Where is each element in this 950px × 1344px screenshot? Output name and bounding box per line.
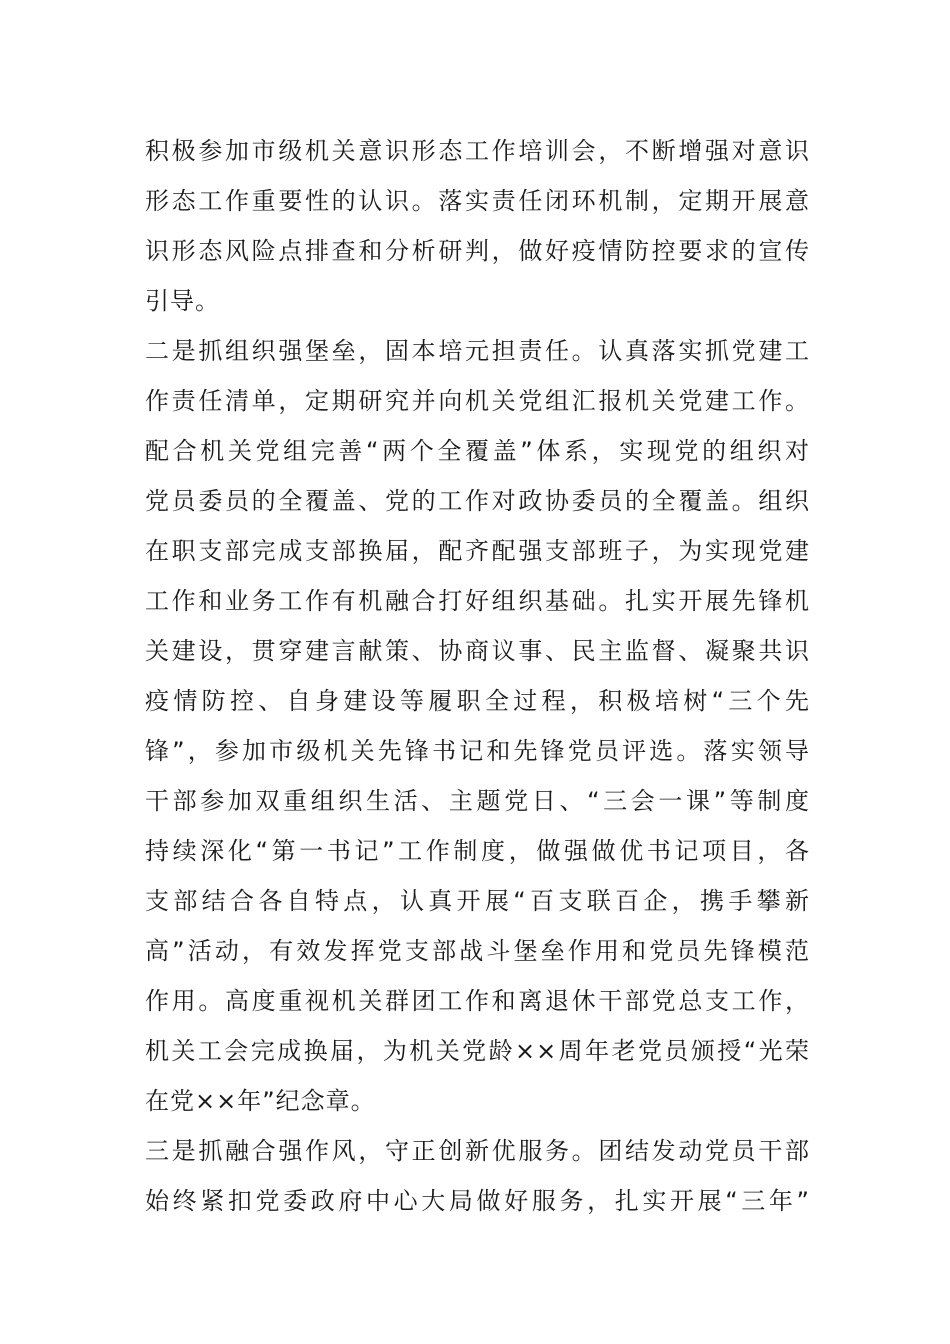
text-line: 作用。高度重视机关群团工作和离退休干部党总支工作，	[145, 987, 810, 1015]
text-line: 疫情防控、自身建设等履职全过程，积极培树“三个先	[145, 687, 810, 715]
text-line: 高”活动，有效发挥党支部战斗堡垒作用和党员先锋模范	[145, 937, 810, 965]
text-line: 党员委员的全覆盖、党的工作对政协委员的全覆盖。组织	[145, 487, 810, 515]
text-line: 关建设，贯穿建言献策、协商议事、民主监督、凝聚共识	[145, 637, 810, 665]
text-line: 识形态风险点排查和分析研判，做好疫情防控要求的宣传	[145, 237, 810, 265]
text-line: 引导。	[145, 287, 220, 315]
text-line: 工作和业务工作有机融合打好组织基础。扎实开展先锋机	[145, 587, 810, 615]
text-line: 持续深化“第一书记”工作制度，做强做优书记项目，各	[145, 837, 810, 865]
text-line: 配合机关党组完善“两个全覆盖”体系，实现党的组织对	[145, 437, 810, 465]
text-line: 作责任清单，定期研究并向机关党组汇报机关党建工作。	[145, 387, 810, 415]
text-line: 形态工作重要性的认识。落实责任闭环机制，定期开展意	[145, 187, 810, 215]
text-line: 干部参加双重组织生活、主题党日、“三会一课”等制度	[145, 787, 810, 815]
text-line: 始终紧扣党委政府中心大局做好服务，扎实开展“三年”	[145, 1187, 810, 1215]
text-line: 二是抓组织强堡垒，固本培元担责任。认真落实抓党建工	[145, 337, 810, 365]
text-line: 支部结合各自特点，认真开展“百支联百企，携手攀新	[145, 887, 810, 915]
text-line: 在党××年”纪念章。	[145, 1087, 376, 1115]
text-line: 机关工会完成换届，为机关党龄××周年老党员颁授“光荣	[145, 1037, 810, 1065]
text-line: 锋”，参加市级机关先锋书记和先锋党员评选。落实领导	[145, 737, 810, 765]
text-line: 积极参加市级机关意识形态工作培训会，不断增强对意识	[145, 137, 810, 165]
body-text	[145, 126, 810, 1226]
text-line: 在职支部完成支部换届，配齐配强支部班子，为实现党建	[145, 537, 810, 565]
text-line: 三是抓融合强作风，守正创新优服务。团结发动党员干部	[145, 1137, 810, 1165]
